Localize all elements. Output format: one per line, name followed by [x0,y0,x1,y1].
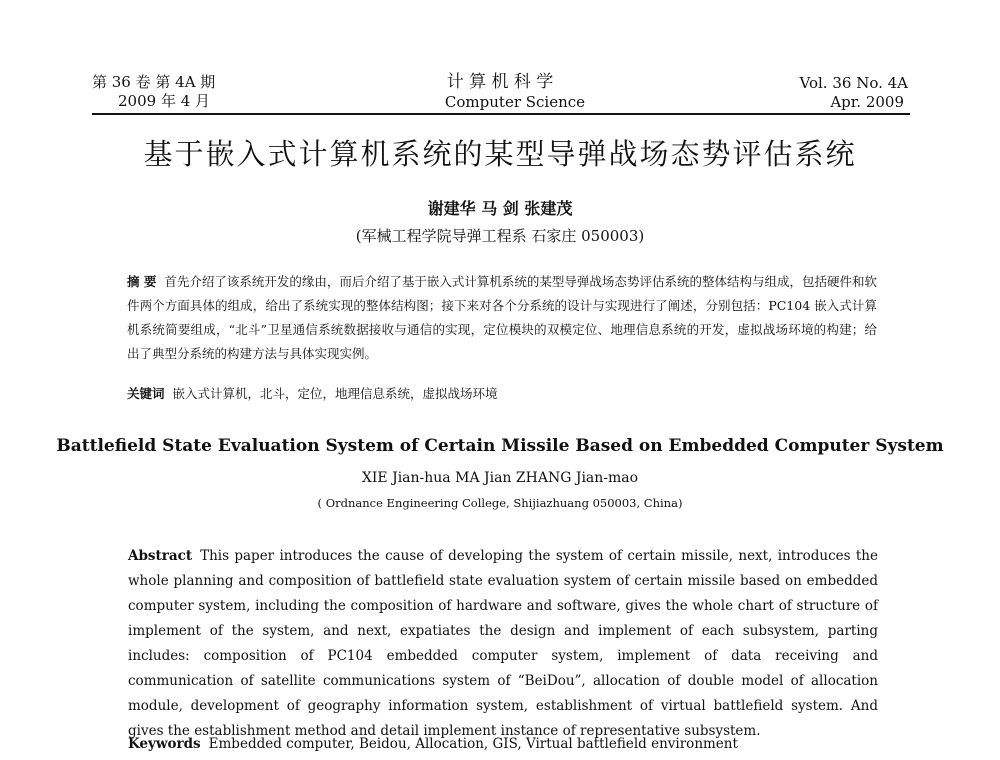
keywords-en [128,732,878,757]
journal-name-cn: 计 算 机 科 学 [446,72,554,92]
abstract-cn-text: 首先介绍了该系统开发的缘由，而后介绍了基于嵌入式计算机系统的某型导弹战场态势评估系统的整体结构与组成，包括硬件和软件两个方面具体的组成，给出了系统实现的整体结构图；接下来对各个分系统的设计与实现进行了阐述，分别包括：PC104 嵌入式计算机系统简要组成，“北斗”卫星通信系统数据接收与通信的实现，定位模块的双模定位、地理信息系统的开发，虚拟战场环境的构建；给出了典型分系统的构建方法与具体实现实例。 [127,274,877,361]
journal-volume-issue: 第 36 卷 第 4A 期 [92,73,216,91]
keywords-en-label: Keywords [128,736,201,752]
abstract-en [128,544,878,744]
abstract-cn-label: 摘 要 [127,274,157,289]
affiliation-en: ( Ordnance Engineering College, Shijiazhuang 050003, China) [317,496,683,510]
journal-date-cn: 2009 年 4 月 [118,92,211,110]
paper-title-cn: 基于嵌入式计算机系统的某型导弹战场态势评估系统 [143,137,857,171]
journal-volume-en: Vol. 36 No. 4A [799,74,908,92]
keywords-en-text: Embedded computer, Beidou, Allocation, GIS, Virtual battlefield environment [208,736,738,752]
keywords-cn-label: 关键词 [127,386,165,401]
header-rule [92,113,910,115]
paper-title-en: Battlefield State Evaluation System of Certain Missile Based on Embedded Computer System [56,436,944,456]
authors-en: XIE Jian-hua MA Jian ZHANG Jian-mao [361,470,639,486]
abstract-cn [127,270,877,366]
keywords-cn [127,382,877,406]
journal-name-en: Computer Science [444,93,586,111]
journal-date-en: Apr. 2009 [830,93,904,111]
abstract-en-text: This paper introduces the cause of developing the system of certain missile, next, introduces the whole planning and composition of battlefield state evaluation system of certain missile based on embedded computer system, including the composition of hardware and software, gives the whole chart of structure of implement of the system, and next, expatiates the design and implement of each subsystem, parting includes: composition of PC104 embedded computer system, implement of data receiving and communication of satellite communications system of “BeiDou”, allocation of double model of allocation module, development of geography information system, establishment of virtual battlefield system. And gives the establishment method and detail implement instance of representative subsystem. [128,548,878,739]
affiliation-cn: (军械工程学院导弹工程系 石家庄 050003) [355,227,645,245]
abstract-en-label: Abstract [128,548,193,564]
keywords-cn-text: 嵌入式计算机，北斗，定位，地理信息系统，虚拟战场环境 [172,386,498,401]
authors-cn: 谢建华 马 剑 张建茂 [427,199,573,218]
